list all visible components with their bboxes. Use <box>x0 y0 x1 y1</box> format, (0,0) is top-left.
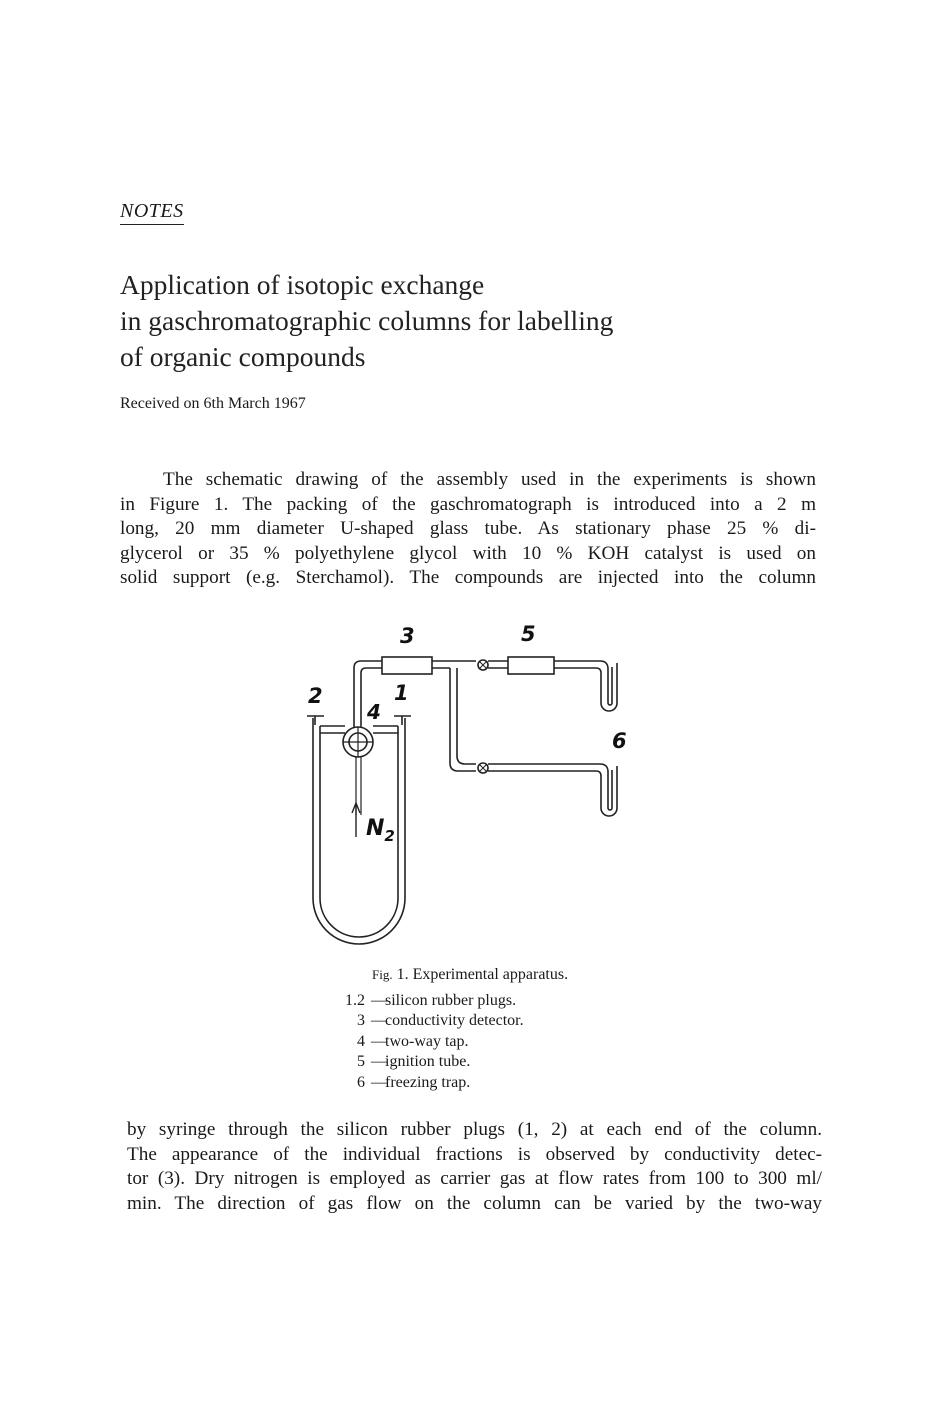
text-line: solid support (e.g. Sterchamol). The compounds are injected into the column <box>120 567 816 589</box>
label-2: 2 <box>308 684 323 708</box>
title-line: in gaschromatographic columns for labelling <box>120 305 614 336</box>
legend-text: conductivity detector. <box>385 1012 524 1030</box>
text-line: The schematic drawing of the assembly used in the experiments is shown <box>163 469 816 490</box>
section-heading: NOTES <box>120 200 184 225</box>
caption-prefix: Fig. <box>372 967 393 982</box>
freezing-trap-lower <box>601 766 617 816</box>
title-line: of organic compounds <box>120 341 366 372</box>
figure-legend <box>320 991 620 1093</box>
text-line: in Figure 1. The packing of the gaschromatograph is introduced into a 2 m <box>120 493 816 515</box>
text-line: long, 20 mm diameter U-shaped glass tube. As stationary phase 25 % di- <box>120 518 816 540</box>
legend-text: silicon rubber plugs. <box>385 992 517 1009</box>
n2-arrow <box>352 803 360 837</box>
label-6: 6 <box>612 729 627 753</box>
label-1: 1 <box>394 681 409 705</box>
legend-text: ignition tube. <box>385 1053 471 1071</box>
label-5: 5 <box>521 622 536 646</box>
legend-text: two-way tap. <box>385 1032 469 1050</box>
text-line: glycerol or 35 % polyethylene glycol with 10 % KOH catalyst is used on <box>120 542 816 564</box>
legend-number: 6 <box>357 1073 365 1091</box>
legend-item <box>320 1073 620 1093</box>
legend-dash: — <box>371 1053 387 1071</box>
paragraph-2 <box>127 1118 822 1216</box>
legend-item <box>320 991 620 1011</box>
legend-number: 4 <box>357 1032 365 1050</box>
label-3: 3 <box>400 624 415 648</box>
legend-item <box>320 1011 620 1031</box>
text-line: The appearance of the individual fractions is observed by conductivity detec- <box>127 1143 822 1165</box>
title-line: Application of isotopic exchange <box>120 269 485 300</box>
legend-dash: — <box>371 1073 387 1091</box>
legend-dash: — <box>371 1032 387 1050</box>
plug-right <box>394 716 411 725</box>
lower-branch <box>450 668 476 771</box>
lower-line <box>488 764 608 788</box>
legend-dash: — <box>371 992 387 1009</box>
legend-dash: — <box>371 1012 387 1030</box>
paragraph-1 <box>120 468 816 591</box>
article-title <box>120 267 613 375</box>
ignition-tube <box>508 657 554 674</box>
text-line: min. The direction of gas flow on the column can be varied by the two-way <box>127 1192 822 1214</box>
legend-text: freezing trap. <box>385 1073 471 1091</box>
legend-item <box>320 1052 620 1072</box>
detector-box <box>382 657 432 674</box>
legend-item <box>320 1032 620 1052</box>
plug-left <box>307 716 324 725</box>
label-n2: $N_2$ <box>366 816 395 845</box>
label-4: 4 <box>367 700 381 724</box>
upper-line <box>554 661 608 685</box>
freezing-trap-upper <box>601 663 617 711</box>
text-line: tor (3). Dry nitrogen is employed as carrier gas at flow rates from 100 to 300 ml/ <box>127 1168 822 1190</box>
legend-number: 3 <box>357 1012 365 1030</box>
text-line: by syringe through the silicon rubber plugs (1, 2) at each end of the column. <box>127 1119 822 1140</box>
figure-caption <box>372 966 568 984</box>
caption-text: 1. Experimental apparatus. <box>396 966 569 983</box>
legend-number: 1.2 <box>345 992 365 1009</box>
apparatus-diagram <box>290 615 650 960</box>
legend-number: 5 <box>357 1053 365 1071</box>
received-date: Received on 6th March 1967 <box>120 395 306 412</box>
